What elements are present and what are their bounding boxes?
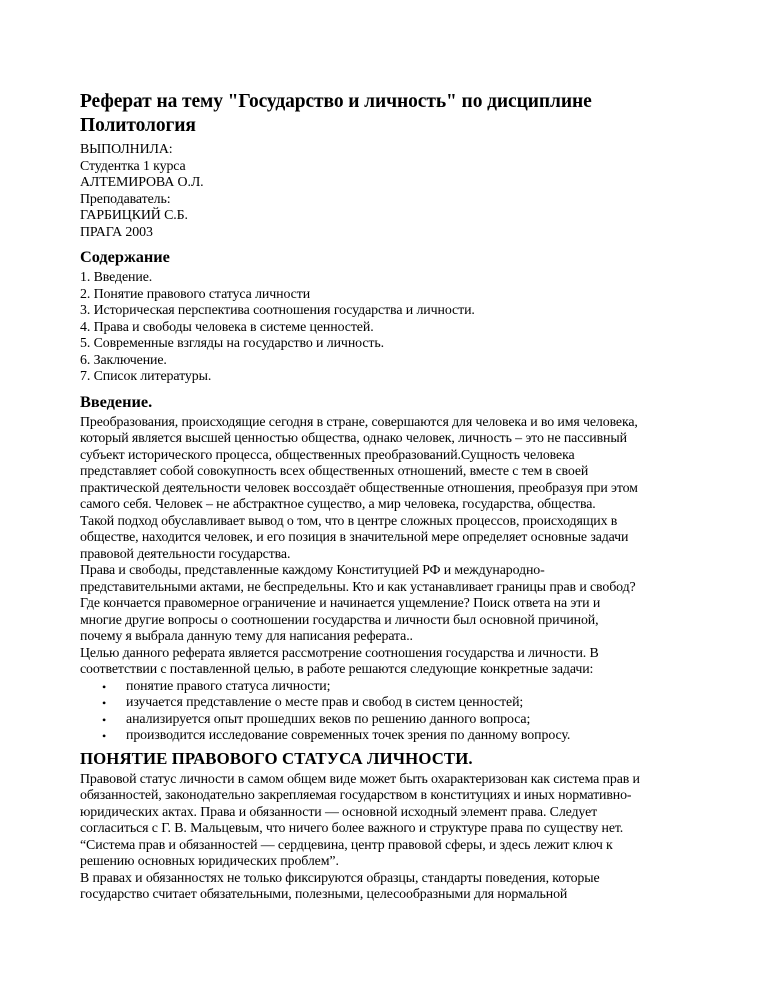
table-of-contents — [80, 270, 700, 386]
contents-heading: Содержание — [80, 247, 170, 266]
toc-item: 6. Заключение. — [80, 352, 167, 368]
legal-status-heading: ПОНЯТИЕ ПРАВОВОГО СТАТУСА ЛИЧНОСТИ. — [80, 748, 473, 768]
meta-line: ГАРБИЦКИЙ С.Б. — [80, 208, 188, 223]
intro-line: Целью данного реферата является рассмотрение соотношения государства и личности. В — [80, 645, 599, 661]
intro-line: соответствии с поставленной целью, в работе решаются следующие конкретные задачи: — [80, 662, 594, 677]
meta-line: ВЫПОЛНИЛА: — [80, 142, 173, 157]
document-title — [80, 90, 700, 138]
intro-line: почему я выбрала данную тему для написания реферата.. — [80, 629, 413, 644]
author-info-block — [80, 142, 700, 241]
intro-line: субъект исторического процесса, общественных преобразований.Сущность человека — [80, 447, 575, 463]
intro-heading: Введение. — [80, 391, 153, 411]
intro-line: многие другие вопросы о соотношении государства и личности был основной причиной, — [80, 612, 599, 628]
toc-item: 2. Понятие правового статуса личности — [80, 286, 311, 302]
meta-line: Студентка 1 курса — [80, 158, 186, 174]
intro-line: правовой деятельности государства. — [80, 546, 291, 562]
toc-item: 5. Современные взгляды на государство и личность. — [80, 336, 384, 351]
task-text: производится исследование современных точек зрения по данному вопросу. — [126, 728, 571, 743]
bullet-icon: • — [102, 696, 107, 710]
toc-item: 4. Права и свободы человека в системе ценностей. — [80, 319, 374, 335]
document-page — [80, 90, 700, 904]
meta-line: АЛТЕМИРОВА О.Л. — [80, 175, 204, 190]
list-item — [102, 712, 700, 729]
intro-line: Где кончается правомерное ограничение и начинается ущемление? Поиск ответа на эти и — [80, 596, 601, 611]
document-title-line-1: Реферат на тему "Государство и личность" по дисциплине — [80, 91, 592, 112]
intro-line: обществе, находится человек, и его позиция в значительной мере определяет основные задачи — [80, 530, 629, 545]
bullet-icon: • — [102, 679, 107, 694]
intro-line: Такой подход обуславливает вывод о том, что в центре сложных процессов, происходящих в — [80, 513, 618, 529]
toc-item: 1. Введение. — [80, 270, 153, 285]
document-title-line-2: Политология — [80, 115, 196, 136]
list-item — [102, 679, 700, 696]
status-line: согласиться с Г. В. Мальцевым, что ничего более важного и структуре права по существу нет. — [80, 821, 624, 836]
intro-body — [80, 415, 700, 679]
task-text: изучается представление о месте прав и свобод в систем ценностей; — [126, 695, 524, 710]
task-text: понятие правого статуса личности; — [126, 678, 331, 694]
intro-line: представляет собой совокупность всех общественных отношений, вместе с тем в своей — [80, 464, 589, 479]
intro-line: Преобразования, происходящие сегодня в стране, совершаются для человека и во имя человека, — [80, 414, 638, 430]
status-line: “Система прав и обязанностей — сердцевина, центр правовой сферы, и здесь лежит ключ к — [80, 837, 613, 853]
meta-line: ПРАГА 2003 — [80, 224, 153, 240]
bullet-icon: • — [102, 729, 107, 743]
toc-item: 7. Список литературы. — [80, 369, 212, 384]
status-line: обязанностей, законодательно закрепляемая государством в конституциях и иных нормативно- — [80, 788, 632, 803]
status-line: юридических актах. Права и обязанности — основной исходный элемент права. Следует — [80, 804, 598, 820]
status-line: Правовой статус личности в самом общем виде может быть охарактеризован как система прав и — [80, 771, 640, 787]
list-item — [102, 695, 700, 712]
intro-line: Права и свободы, представленные каждому Конституцией РФ и международно- — [80, 563, 545, 578]
legal-status-body — [80, 772, 700, 904]
intro-line: практической деятельности человек воссоздаёт общественные отношения, преобразуя при этом — [80, 480, 638, 496]
intro-line: который является высшей ценностью общества, однако человек, личность – это не пассивный — [80, 431, 627, 446]
list-item — [102, 728, 700, 745]
status-line: решению основных юридических проблем”. — [80, 854, 339, 869]
task-text: анализируется опыт прошедших веков по решению данного вопроса; — [126, 711, 531, 727]
status-line: государство считает обязательными, полезными, целесообразными для нормальной — [80, 887, 568, 902]
status-line: В правах и обязанностях не только фиксируются образцы, стандарты поведения, которые — [80, 870, 600, 886]
bullet-icon: • — [102, 712, 107, 727]
intro-line: представительными актами, не беспредельны. Кто и как устанавливает границы прав и свобод? — [80, 579, 636, 595]
meta-line: Преподаватель: — [80, 191, 171, 207]
tasks-bullet-list — [80, 679, 700, 745]
intro-line: самого себя. Человек – не абстрактное существо, а мир человека, государства, общества. — [80, 497, 596, 512]
toc-item: 3. Историческая перспектива соотношения государства и личности. — [80, 303, 475, 318]
